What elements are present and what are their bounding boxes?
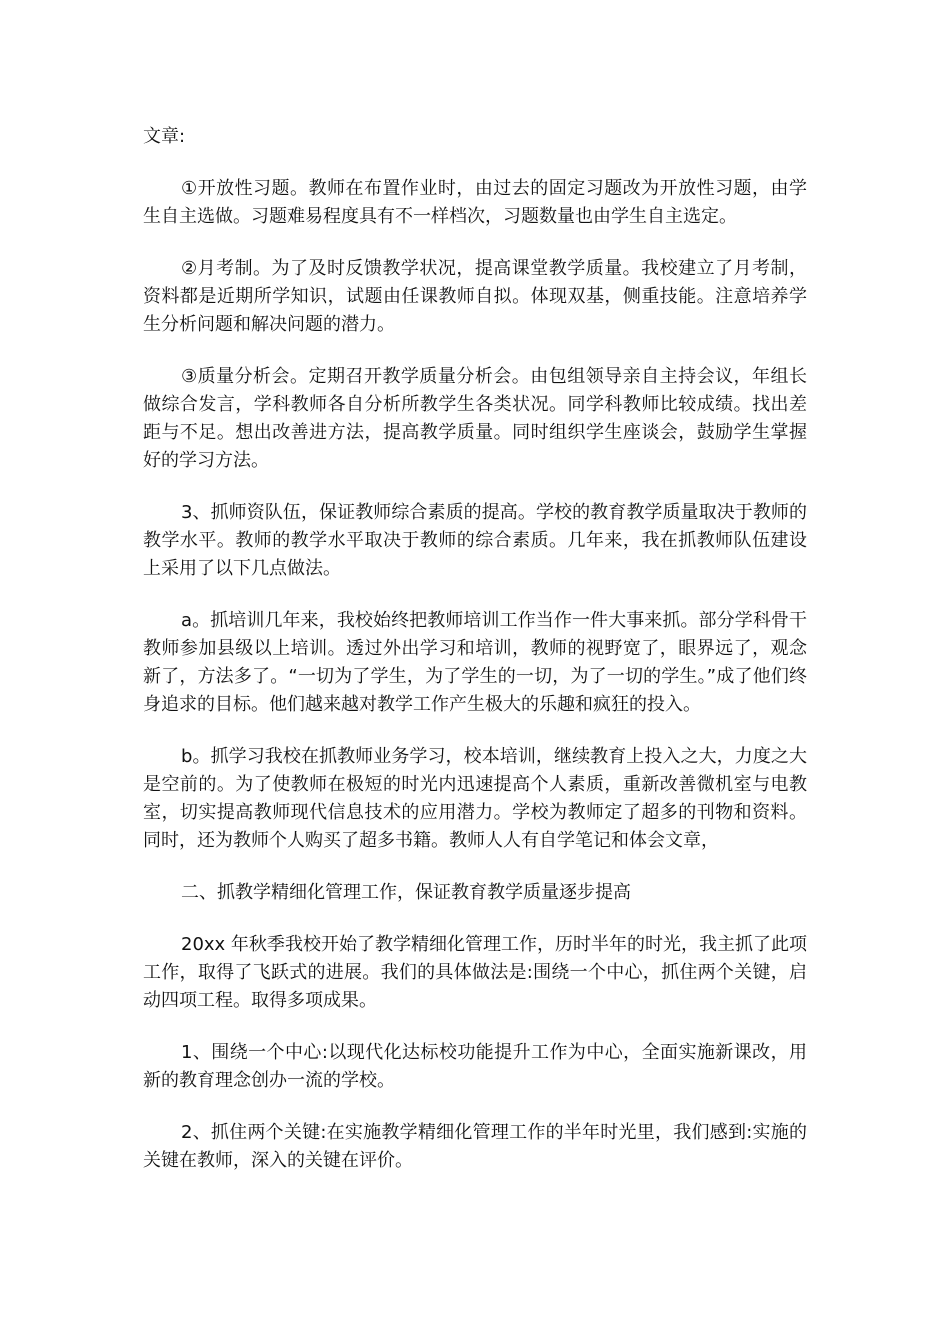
paragraph-autumn-start: 20xx 年秋季我校开始了教学精细化管理工作，历时半年的时光，我主抓了此项工作，取得了飞跃式的进展。我们的具体做法是:围绕一个中心，抓住两个关键，启动四项工程。取得多项成果。 <box>143 934 807 1011</box>
paragraph-open-exercises: ①开放性习题。教师在布置作业时，由过去的固定习题改为开放性习题，由学生自主选做。习题难易程度具有不一样档次，习题数量也由学生自主选定。 <box>143 178 807 227</box>
paragraph-two-keys: 2、抓住两个关键:在实施教学精细化管理工作的半年时光里，我们感到:实施的关键在教师，深入的关键在评价。 <box>143 1122 807 1171</box>
paragraph-training: a。抓培训几年来，我校始终把教师培训工作当作一件大事来抓。部分学科骨干教师参加县级以上培训。透过外出学习和培训，教师的视野宽了，眼界远了，观念新了，方法多了。“一切为了学生，为了学生的一切，为了一切的学生。”成了他们终身追求的目标。他们越来越对教学工作产生极大的乐趣和疯狂的投入。 <box>143 610 807 715</box>
paragraph-one-center: 1、围绕一个中心:以现代化达标校功能提升工作为中心，全面实施新课改，用新的教育理念创办一流的学校。 <box>143 1042 807 1091</box>
paragraph-teacher-team: 3、抓师资队伍，保证教师综合素质的提高。学校的教育教学质量取决于教师的教学水平。教师的教学水平取决于教师的综合素质。几年来，我在抓教师队伍建设上采用了以下几点做法。 <box>143 502 807 579</box>
section-heading-refined-management: 二、抓教学精细化管理工作，保证教育教学质量逐步提高 <box>181 882 631 903</box>
paragraph-quality-analysis: ③质量分析会。定期召开教学质量分析会。由包组领导亲自主持会议，年组长做综合发言，学科教师各自分析所教学生各类状况。同学科教师比较成绩。找出差距与不足。想出改善进方法，提高教学质量。同时组织学生座谈会，鼓励学生掌握好的学习方法。 <box>143 366 807 471</box>
paragraph-monthly-exam: ②月考制。为了及时反馈教学状况，提高课堂教学质量。我校建立了月考制，资料都是近期所学知识，试题由任课教师自拟。体现双基，侧重技能。注意培养学生分析问题和解决问题的潜力。 <box>143 258 807 335</box>
document-body <box>143 123 807 1199</box>
paragraph-study: b。抓学习我校在抓教师业务学习，校本培训，继续教育上投入之大，力度之大是空前的。为了使教师在极短的时光内迅速提高个人素质，重新改善微机室与电教室，切实提高教师现代信息技术的应用潜力。学校为教师定了超多的刊物和资料。同时，还为教师个人购买了超多书籍。教师人人有自学笔记和体会文章， <box>143 746 807 851</box>
document-heading: 文章: <box>143 126 186 147</box>
